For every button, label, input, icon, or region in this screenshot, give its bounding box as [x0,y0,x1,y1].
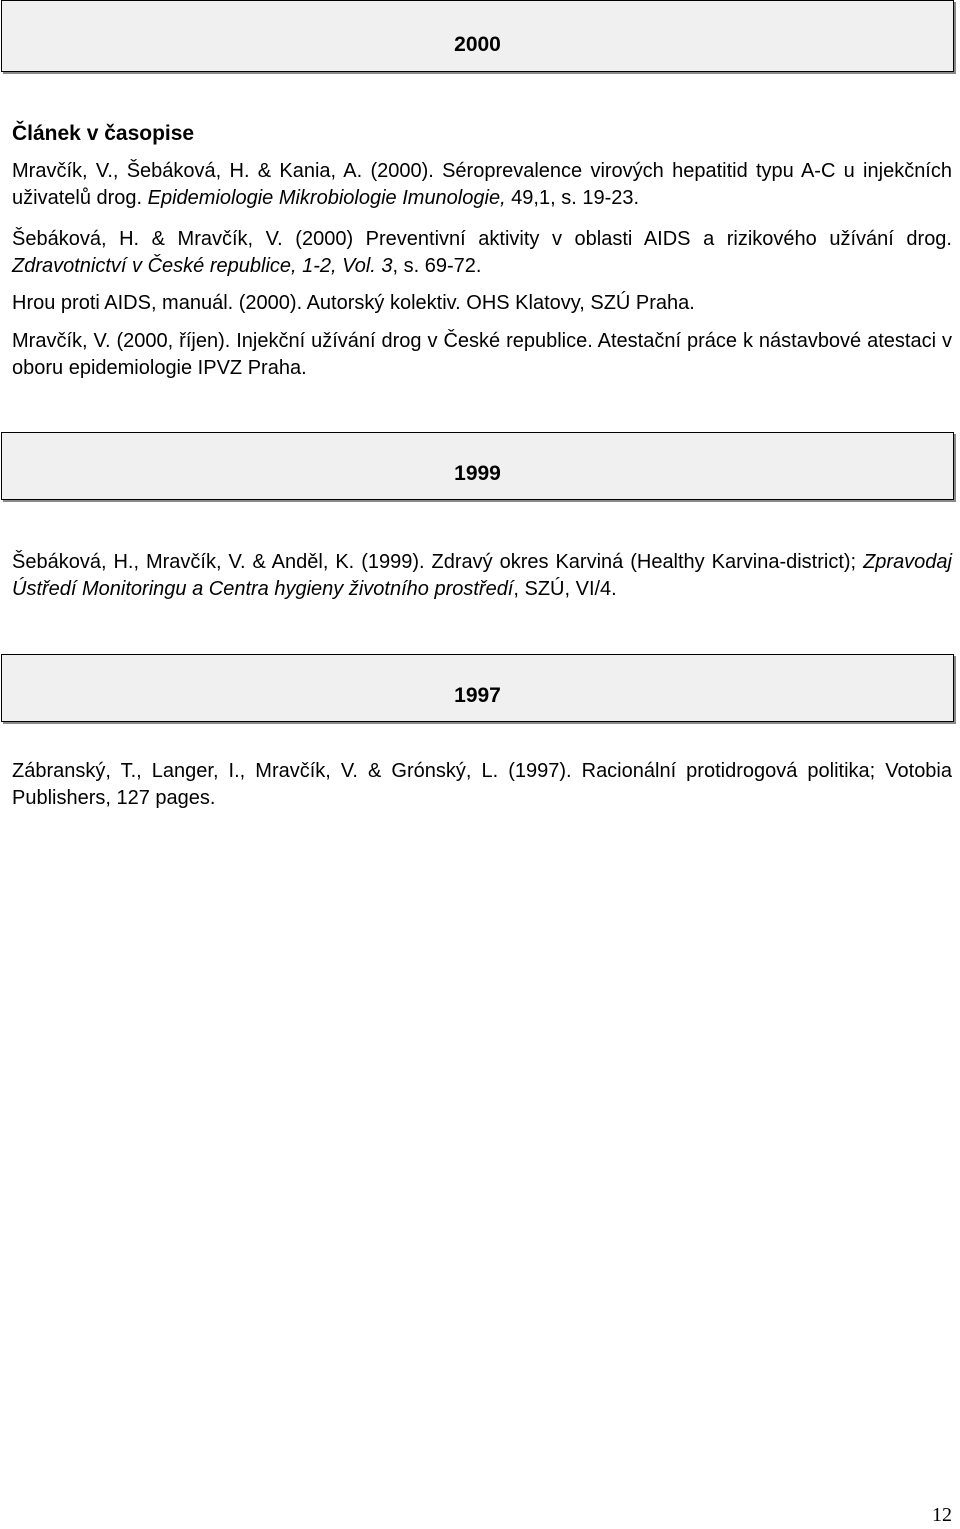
citation-entry: Hrou proti AIDS, manuál. (2000). Autorský kolektiv. OHS Klatovy, SZÚ Praha. [12,292,695,314]
page-number: 12 [932,1504,952,1526]
citation-entry: Zábranský, T., Langer, I., Mravčík, V. & Grónský, L. (1997). Racionální protidrogová politika; Votobia Publishers, 127 pages. [12,760,952,809]
year-label: 1999 [454,462,501,485]
citation-entry: Šebáková, H. & Mravčík, V. (2000) Preventivní aktivity v oblasti AIDS a rizikového užívání drog. Zdravotnictví v České republice, 1-2, Vol. 3, s. 69-72. [12,228,952,277]
citation-entry: Mravčík, V., Šebáková, H. & Kania, A. (2000). Séroprevalence virových hepatitid typu A-C u injekčních uživatelů drog. Epidemiologie Mikrobiologie Imunologie, 49,1, s. 19-23. [12,160,952,209]
citation-entry: Šebáková, H., Mravčík, V. & Anděl, K. (1999). Zdravý okres Karviná (Healthy Karvina-district); Zpravodaj Ústředí Monitoringu a Centra hygieny životního prostředí, SZÚ, VI/4. [12,551,952,600]
year-header-1999 [1,432,954,500]
year-header-1997 [1,654,954,722]
year-header-2000 [1,0,954,72]
year-label: 2000 [454,33,501,56]
section-subheading: Článek v časopise [12,122,195,145]
year-label: 1997 [454,684,501,707]
citation-entry: Mravčík, V. (2000, říjen). Injekční užívání drog v České republice. Atestační práce k nástavbové atestaci v oboru epidemiologie IPVZ Praha. [12,330,952,379]
